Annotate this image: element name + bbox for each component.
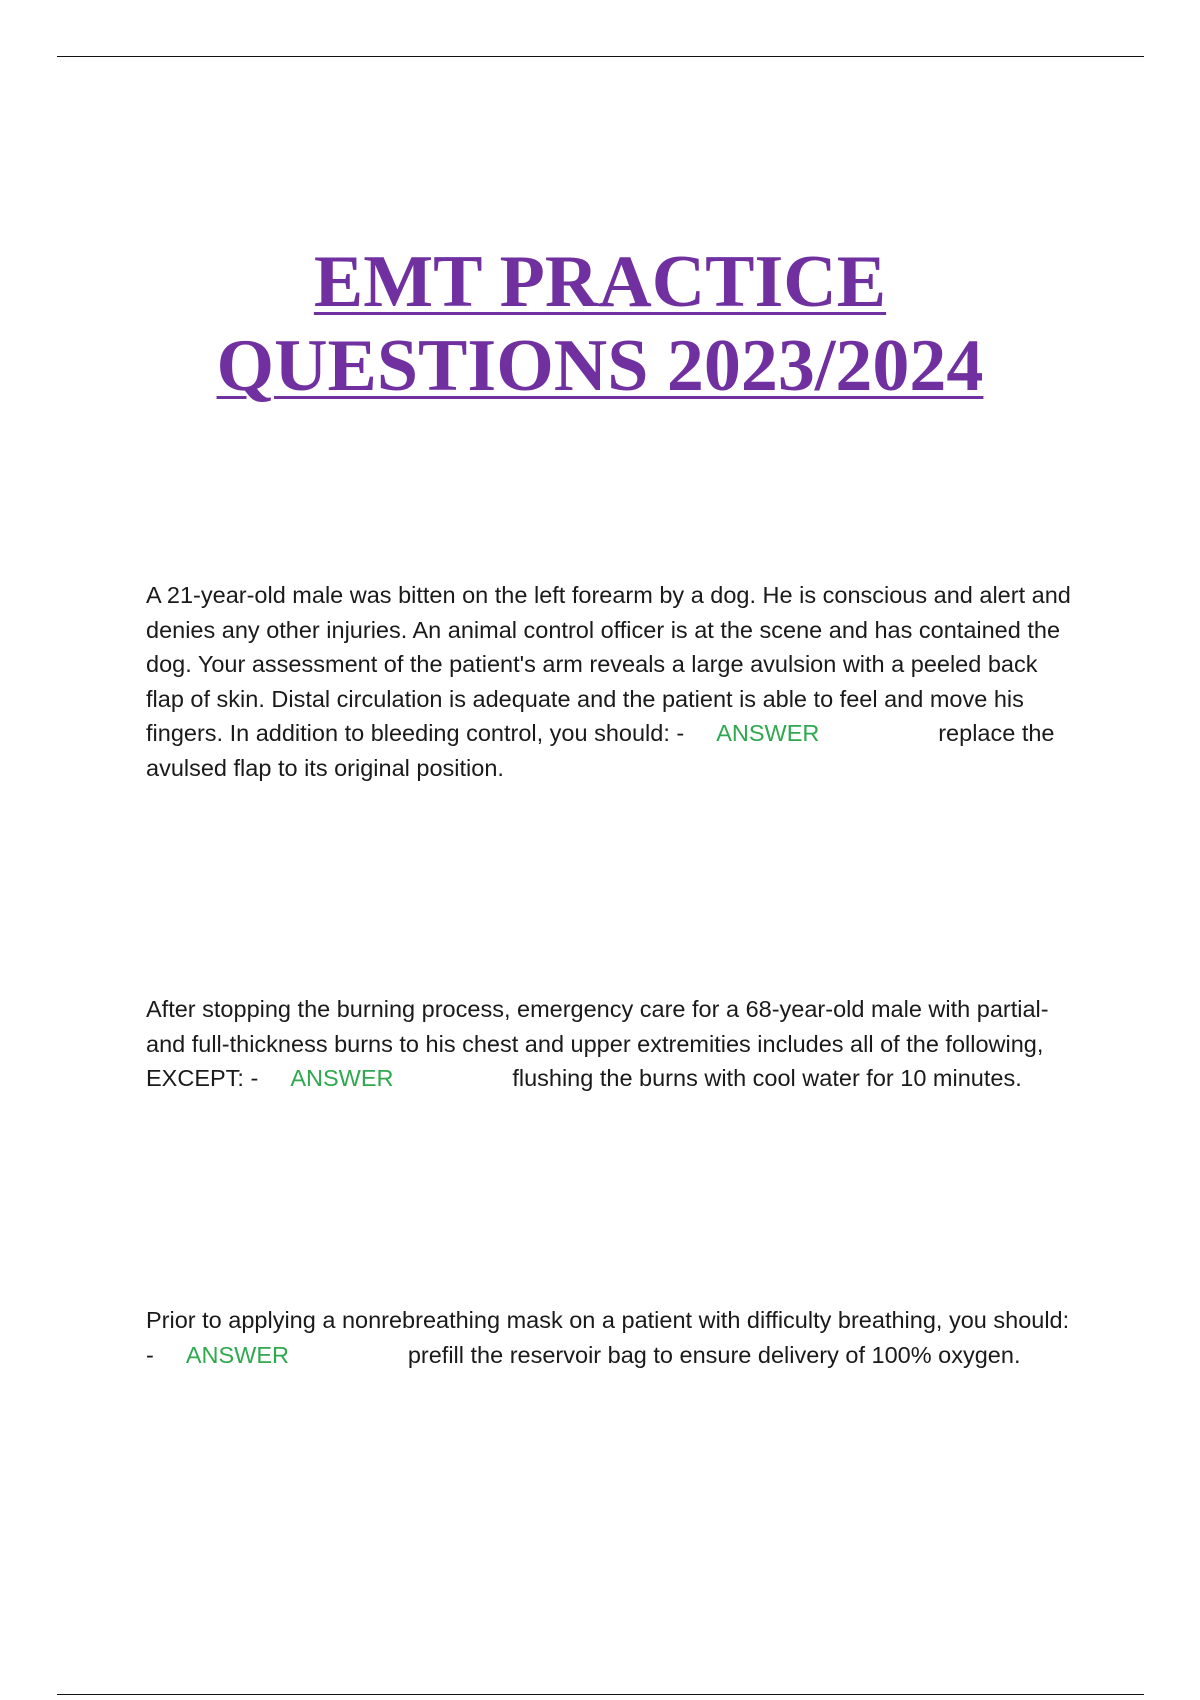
answer-text: flushing the burns with cool water for 10 minutes. bbox=[512, 1065, 1022, 1091]
answer-label: ANSWER bbox=[716, 720, 820, 746]
question-block-1 bbox=[146, 578, 1076, 785]
top-rule bbox=[57, 56, 1144, 57]
question-block-3 bbox=[146, 1303, 1076, 1372]
question-prompt: A 21-year-old male was bitten on the left forearm by a dog. He is conscious and alert and denies any other injuries. An animal control officer is at the scene and has contained the dog. Your assessment of the patient's arm reveals a large avulsion with a peeled back flap of skin. Distal circulation is adequate and the patient is able to feel and move his fingers. In addition to bleeding control, you should: - bbox=[146, 582, 1071, 746]
answer-label: ANSWER bbox=[185, 1341, 289, 1368]
question-prompt: After stopping the burning process, emergency care for a 68-year-old male with partial- and full-thickness burns to his chest and upper extremities includes all of the following, EXCEPT: - bbox=[146, 996, 1049, 1091]
bottom-rule bbox=[57, 1694, 1144, 1695]
title-line-2: QUESTIONS 2023/2024 bbox=[216, 325, 984, 407]
answer-text: prefill the reservoir bag to ensure delivery of 100% oxygen. bbox=[407, 1341, 1021, 1368]
answer-text: replace the avulsed flap to its original position. bbox=[146, 720, 1055, 781]
title-line-1: EMT PRACTICE bbox=[313, 241, 887, 323]
question-prompt: Prior to applying a nonrebreathing mask on a patient with difficulty breathing, you should: - bbox=[146, 1307, 1070, 1368]
question-block-2 bbox=[146, 992, 1076, 1096]
page-title bbox=[0, 240, 1200, 408]
answer-label: ANSWER bbox=[290, 1065, 394, 1091]
